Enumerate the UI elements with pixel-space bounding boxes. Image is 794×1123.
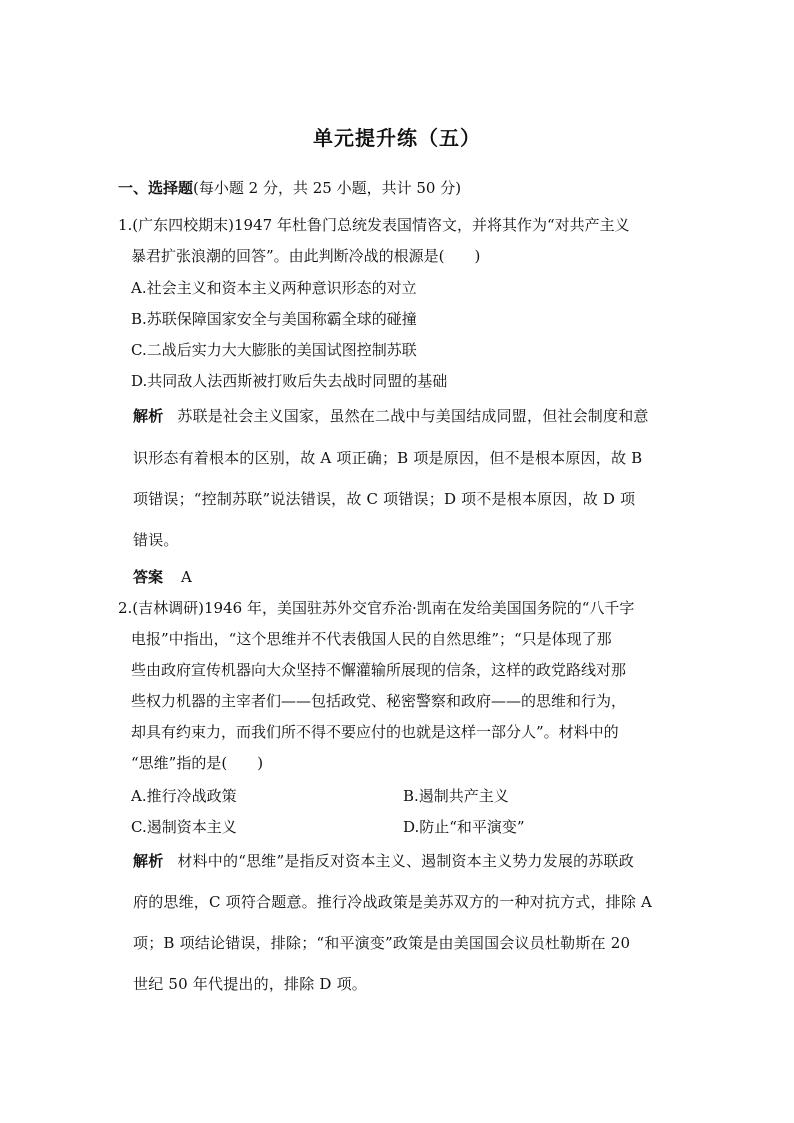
q2-analysis-line-1 <box>133 851 634 871</box>
q2-analysis-line-4: 世纪 50 年代提出的，排除 D 项。 <box>133 975 367 993</box>
q2-option-c: C.遏制资本主义 <box>131 818 237 836</box>
q1-analysis-line-2: 识形态有着根本的区别，故 A 项正确；B 项是原因，但不是根本原因，故 B <box>133 449 643 467</box>
q1-option-a: A.社会主义和资本主义两种意识形态的对立 <box>131 279 417 297</box>
q1-analysis-line-3: 项错误；“控制苏联”说法错误，故 C 项错误；D 项不是根本原因，故 D 项 <box>133 490 636 508</box>
q2-analysis-label: 解析 <box>133 852 164 870</box>
q2-option-b: B.遏制共产主义 <box>403 787 509 805</box>
q2-stem-line-2: 电报”中指出，“这个思维并不代表俄国人民的自然思维”；“只是体现了那 <box>131 630 612 648</box>
q2-option-d: D.防止“和平演变” <box>403 818 525 836</box>
q2-option-a: A.推行冷战政策 <box>131 787 237 805</box>
q1-analysis-label: 解析 <box>133 407 164 425</box>
q1-answer <box>133 567 192 587</box>
q1-answer-value: A <box>181 568 192 586</box>
section-note: (每小题 2 分，共 25 小题，共计 50 分) <box>193 179 462 197</box>
q2-stem-line-3: 些由政府宣传机器向大众坚持不懈灌输所展现的信条，这样的政党路线对那 <box>131 661 627 679</box>
q1-stem-line-2: 暴君扩张浪潮的回答”。由此判断冷战的根源是( ) <box>131 247 481 265</box>
q1-option-d: D.共同敌人法西斯被打败后失去战时同盟的基础 <box>131 372 448 390</box>
q2-analysis-text-1: 材料中的“思维”是指反对资本主义、遏制资本主义势力发展的苏联政 <box>177 852 634 870</box>
q2-analysis-line-3: 项；B 项结论错误，排除；“和平演变”政策是由美国国会议员杜勒斯在 20 <box>133 934 631 952</box>
q1-answer-label: 答案 <box>133 568 164 586</box>
q1-option-b: B.苏联保障国家安全与美国称霸全球的碰撞 <box>131 310 417 328</box>
q1-analysis-line-4: 错误。 <box>133 531 179 549</box>
q1-analysis-line-1 <box>133 406 649 426</box>
q2-stem-line-6: “思维”指的是( ) <box>131 754 264 772</box>
q2-stem-line-4: 些权力机器的主宰者们——包括政党、秘密警察和政府——的思维和行为， <box>131 692 627 710</box>
q1-analysis-text-1: 苏联是社会主义国家，虽然在二战中与美国结成同盟，但社会制度和意 <box>177 407 649 425</box>
q2-stem-line-1: 2.(吉林调研)1946 年，美国驻苏外交官乔治·凯南在发给美国国务院的“八千字 <box>118 599 635 617</box>
q2-stem-line-5: 却具有约束力，而我们所不得不要应付的也就是这样一部分人”。材料中的 <box>131 723 619 741</box>
q1-stem-line-1: 1.(广东四校期末)1947 年杜鲁门总统发表国情咨文，并将其作为“对共产主义 <box>118 216 630 234</box>
q1-option-c: C.二战后实力大大膨胀的美国试图控制苏联 <box>131 341 417 359</box>
page-title: 单元提升练（五） <box>313 126 481 150</box>
q2-analysis-line-2: 府的思维，C 项符合题意。推行冷战政策是美苏双方的一种对抗方式，排除 A <box>133 893 653 911</box>
section-heading <box>118 178 461 198</box>
section-label: 一、选择题 <box>118 179 194 197</box>
